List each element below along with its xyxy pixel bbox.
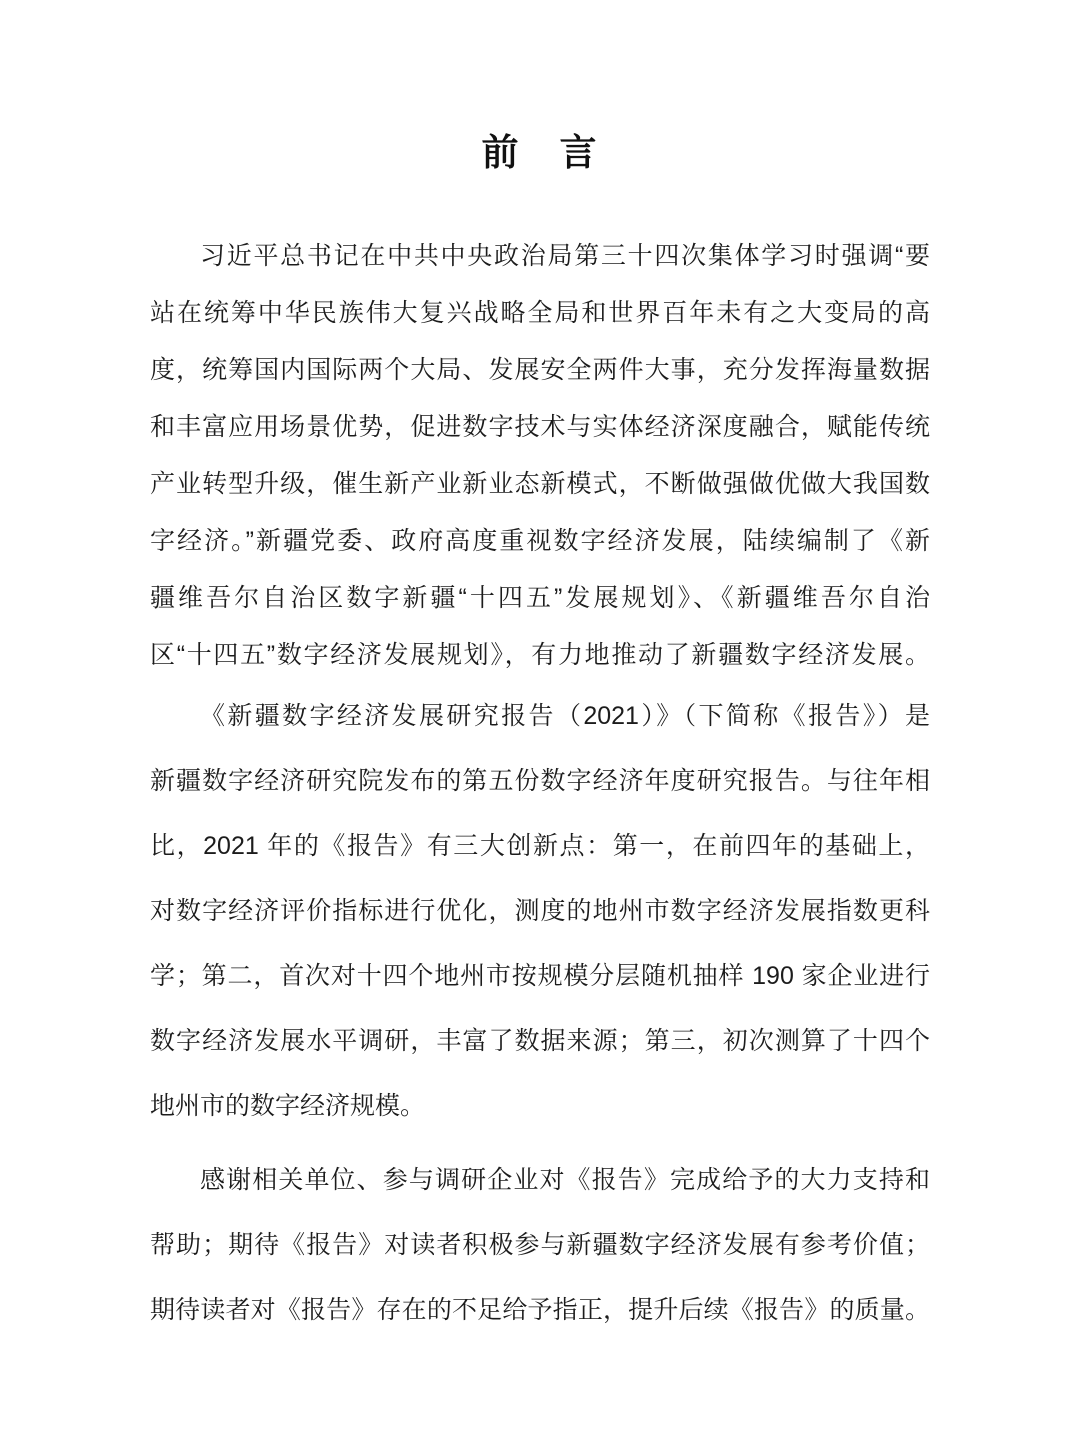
text-line: 地州市的数字经济规模。 — [150, 1092, 426, 1120]
paragraph-2 — [150, 684, 930, 1139]
text-line: 站在统筹中华民族伟大复兴战略全局和世界百年未有之大变局的高 — [150, 299, 930, 327]
text-line: 《新疆数字经济发展研究报告（2021）》（下简称《报告》）是 — [200, 702, 930, 730]
text-line: 期待读者对《报告》存在的不足给予指正，提升后续《报告》的质量。 — [150, 1296, 930, 1324]
text-line: 数字经济发展水平调研，丰富了数据来源；第三，初次测算了十四个 — [150, 1027, 930, 1055]
text-line: 和丰富应用场景优势，促进数字技术与实体经济深度融合，赋能传统 — [150, 413, 930, 441]
paragraph-1 — [150, 228, 930, 684]
text-line: 帮助；期待《报告》对读者积极参与新疆数字经济发展有参考价值； — [150, 1231, 930, 1259]
text-line: 度，统筹国内国际两个大局、发展安全两件大事，充分发挥海量数据 — [150, 356, 930, 384]
paragraph-3 — [150, 1148, 930, 1343]
text-line: 感谢相关单位、参与调研企业对《报告》完成给予的大力支持和 — [200, 1166, 930, 1194]
text-line: 习近平总书记在中共中央政治局第三十四次集体学习时强调“要 — [200, 242, 930, 270]
text-line: 字经济。”新疆党委、政府高度重视数字经济发展，陆续编制了《新 — [150, 527, 930, 555]
text-line: 学；第二，首次对十四个地州市按规模分层随机抽样 190 家企业进行 — [150, 962, 930, 990]
text-line: 新疆数字经济研究院发布的第五份数字经济年度研究报告。与往年相 — [150, 767, 930, 795]
text-line: 比，2021 年的《报告》有三大创新点：第一，在前四年的基础上， — [150, 832, 930, 860]
text-line: 区“十四五”数字经济发展规划》，有力地推动了新疆数字经济发展。 — [150, 641, 930, 669]
text-line: 产业转型升级，催生新产业新业态新模式，不断做强做优做大我国数 — [150, 470, 930, 498]
text-line: 对数字经济评价指标进行优化，测度的地州市数字经济发展指数更科 — [150, 897, 930, 925]
page-title: 前 言 — [481, 132, 599, 173]
text-line: 疆维吾尔自治区数字新疆“十四五”发展规划》、《新疆维吾尔自治 — [150, 584, 930, 612]
